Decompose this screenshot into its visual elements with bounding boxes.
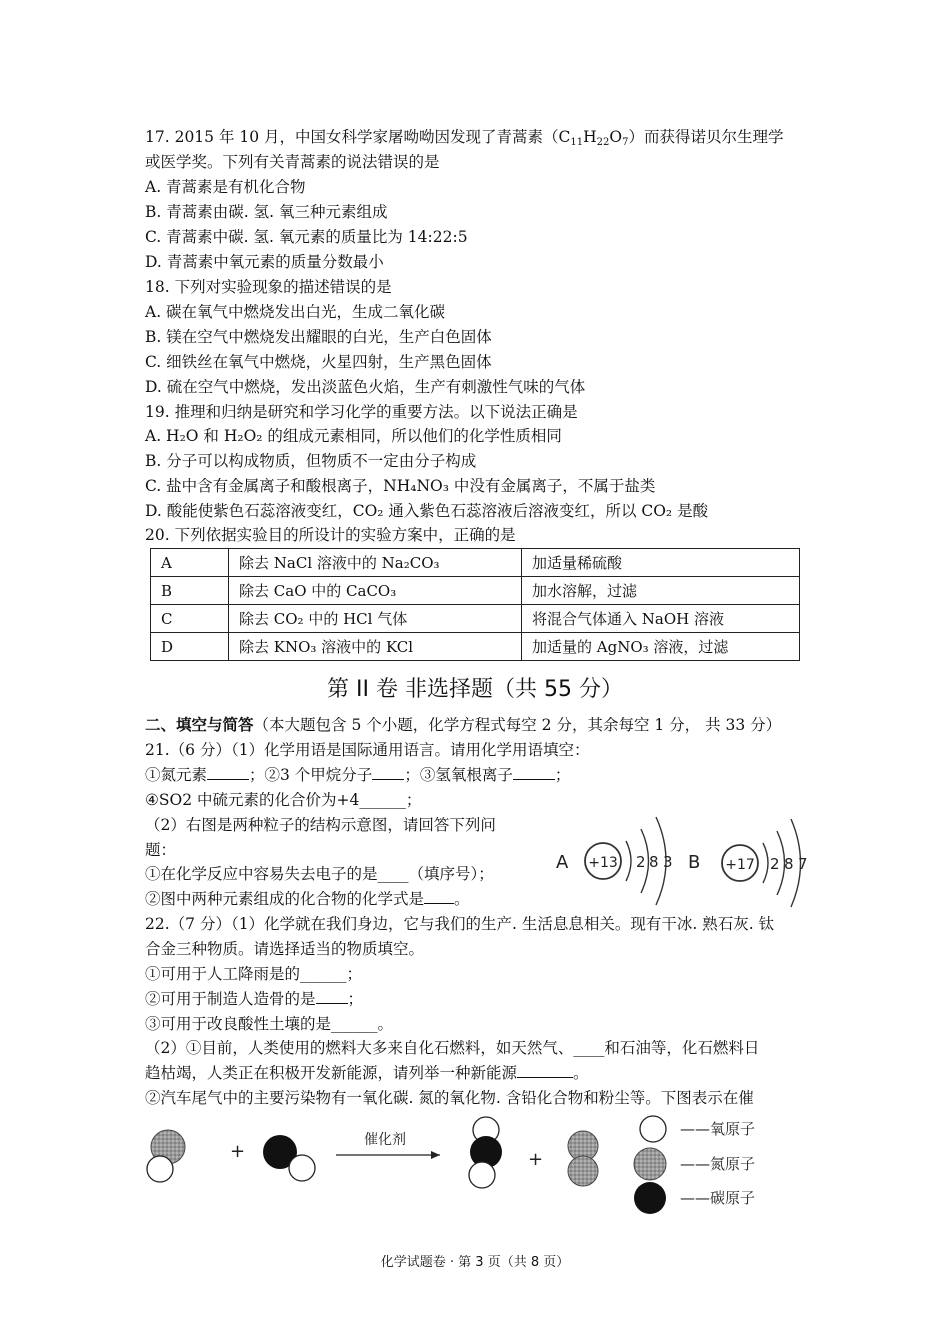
plus-sign: + [528,1149,544,1170]
q22-p2-line2b: 。 [573,1064,589,1082]
table-row [151,549,800,577]
table-cell-method: 加适量的 AgNO₃ 溶液，过滤 [522,633,800,661]
q21-stem: 21.（6 分）（1）化学用语是国际通用语言。请用化学用语填空： [145,741,590,759]
q20-stem: 20. 下列依据实验目的所设计的实验方案中，正确的是 [145,526,516,544]
section2-heading-bold: 二、填空与简答 [145,715,254,734]
q22-i2a: ②可用于制造人造骨的是 [145,990,316,1008]
reaction-diagram [140,1112,800,1220]
atom-a-shell-electrons-1: 2 [636,853,646,871]
q17-stem-end: ）而获得诺贝尔生理学 [628,128,784,146]
q22-i2b: ； [347,990,364,1008]
page-footer: 化学试题卷 · 第 3 页（共 8 页） [380,1255,570,1270]
q21-p2-q2a: ②图中两种元素组成的化合物的化学式是 [145,890,425,908]
answer-blank[interactable] [513,765,555,780]
q18-option-b: B. 镁在空气中燃烧发出耀眼的白光，生产白色固体 [145,328,492,346]
catalyst-label: 催化剂 [364,1132,406,1148]
q22-stem-line1: 22.（7 分）（1）化学就在我们身边，它与我们的生产. 生活息息相关。现有干冰. 熟石灰. 钛 [145,915,775,933]
table-cell-purpose: 除去 KNO₃ 溶液中的 KCl [229,633,522,661]
table-cell-purpose: 除去 CO₂ 中的 HCl 气体 [229,605,522,633]
q17-stem-text: 17. 2015 年 10 月，中国女科学家屠呦呦因发现了青蒿素（C [145,128,571,146]
atom-a-shell-electrons-3: 3 [663,853,673,871]
section2-heading [145,714,781,736]
q22-stem-line2: 合金三种物质。请选择适当的物质填空。 [145,940,425,958]
legend-carbon-label: ——碳原子 [680,1189,756,1207]
answer-blank[interactable] [424,889,454,904]
q17-option-c: C. 青蒿素中碳. 氢. 氧元素的质量比为 14:22:5 [145,228,468,246]
oxygen-atom [147,1156,173,1182]
table-row [151,577,800,605]
q21-p2-q2b: 。 [454,890,470,908]
table-row [151,605,800,633]
atom-a-shell-electrons-2: 8 [649,853,659,871]
legend-carbon-icon [634,1182,666,1214]
arrow-head-icon [431,1151,440,1159]
legend-oxygen-icon [640,1116,666,1142]
oxygen-atom [289,1155,315,1181]
atom-b-shell-electrons-3: 7 [798,855,808,873]
oxygen-atom [469,1162,495,1188]
legend-nitrogen-label: ——氮原子 [680,1155,756,1173]
table-cell-method: 将混合气体通入 NaOH 溶液 [522,605,800,633]
atom-b-label: B [688,852,701,873]
q19-stem: 19. 推理和归纳是研究和学习化学的重要方法。以下说法正确是 [145,403,578,421]
section2-title: 第 II 卷 非选择题（共 55 分） [327,677,623,702]
table-cell-method: 加适量稀硫酸 [522,549,800,577]
q18-stem: 18. 下列对实验现象的描述错误的是 [145,278,392,296]
q22-item1: ①可用于人工降雨是的______； [145,965,363,983]
q21-part2-q2 [145,888,470,910]
q22-part2-line1: （2）①目前，人类使用的燃料大多来自化石燃料，如天然气、____和石油等，化石燃料日 [145,1039,760,1057]
answer-blank[interactable] [372,765,404,780]
q21-part2-q1: ①在化学反应中容易失去电子的是____（填序号）； [145,865,494,883]
atom-b-shell-electrons-2: 8 [784,855,794,873]
q19-option-b: B. 分子可以构成物质，但物质不一定由分子构成 [145,452,477,470]
table-cell-method: 加水溶解，过滤 [522,577,800,605]
legend-nitrogen-icon [634,1148,666,1180]
q21-part2-line2: 题： [145,841,177,859]
atom-structure-diagram [548,808,810,918]
q21-l1b: ；②3 个甲烷分子 [249,766,373,784]
atom-a-nucleus-charge: +13 [588,855,618,871]
q17-formula-o: 7 [622,137,629,148]
q19-option-a: A. H₂O 和 H₂O₂ 的组成元素相同，所以他们的化学性质相同 [145,427,562,445]
q18-option-c: C. 细铁丝在氧气中燃烧，火星四射，生产黑色固体 [145,353,492,371]
q22-part2-line2 [145,1062,589,1084]
q21-line1 [145,764,570,786]
q22-item3: ③可用于改良酸性土壤的是______。 [145,1015,394,1033]
answer-blank[interactable] [207,765,249,780]
plus-sign: + [230,1141,246,1162]
q17-formula-c: 11 [570,137,584,148]
atom-b-shell-1 [763,843,768,883]
q22-item2 [145,988,363,1010]
q21-line2: ④SO2 中硫元素的化合价为+4______； [145,791,422,809]
q17-option-d: D. 青蒿素中氧元素的质量分数最小 [145,253,384,271]
answer-blank[interactable] [517,1063,573,1078]
q19-option-d: D. 酸能使紫色石蕊溶液变红，CO₂ 通入紫色石蕊溶液后溶液变红，所以 CO₂ 是酸 [145,502,709,520]
q17-stem-line1: 17. 2015 年 10 月，中国女科学家屠呦呦因发现了青蒿素$(C_{11}H_{22}O_7)$而获得诺贝尔生理学 [145,128,784,148]
q18-option-a: A. 碳在氧气中燃烧发出白光，生成二氧化碳 [145,303,446,321]
table-cell-option: C [151,605,229,633]
q21-part2-line1: （2）右图是两种粒子的结构示意图，请回答下列问 [145,816,496,834]
q19-option-c: C. 盐中含有金属离子和酸根离子，NH₄NO₃ 中没有金属离子，不属于盐类 [145,477,656,495]
section2-heading-rest: （本大题包含 5 个小题，化学方程式每空 2 分，其余每空 1 分， 共 33 分） [253,716,782,734]
q22-part2-line3: ②汽车尾气中的主要污染物有一氧化碳. 氮的氧化物. 含铅化合物和粉尘等。下图表示在催 [145,1089,754,1107]
legend-oxygen-label: ——氧原子 [680,1120,756,1138]
table-cell-option: B [151,577,229,605]
table-row [151,633,800,661]
atom-a-shell-1 [626,841,631,881]
table-cell-purpose: 除去 NaCl 溶液中的 Na₂CO₃ [229,549,522,577]
q21-l1a: ①氮元素 [145,766,208,784]
q17-option-b: B. 青蒿素由碳. 氢. 氧三种元素组成 [145,203,388,221]
q17-option-a: A. 青蒿素是有机化合物 [145,178,306,196]
nitrogen-atom [568,1156,598,1186]
atom-b-nucleus-charge: +17 [725,857,755,873]
q22-p2-line2a: 趋枯竭，人类正在积极开发新能源，请列举一种新能源 [145,1064,518,1082]
table-cell-option: D [151,633,229,661]
q21-l1c: ；③氢氧根离子 [404,766,513,784]
atom-a-label: A [556,852,569,873]
q21-l1d: ； [554,766,571,784]
q17-formula-h: 22 [596,137,610,148]
table-cell-purpose: 除去 CaO 中的 CaCO₃ [229,577,522,605]
q18-option-d: D. 硫在空气中燃烧，发出淡蓝色火焰，生产有刺激性气味的气体 [145,378,586,396]
atom-b-shell-electrons-1: 2 [770,855,780,873]
answer-blank[interactable] [316,989,348,1004]
q17-stem-line2: 或医学奖。下列有关青蒿素的说法错误的是 [145,153,440,171]
table-cell-option: A [151,549,229,577]
q20-options-table [150,548,800,661]
